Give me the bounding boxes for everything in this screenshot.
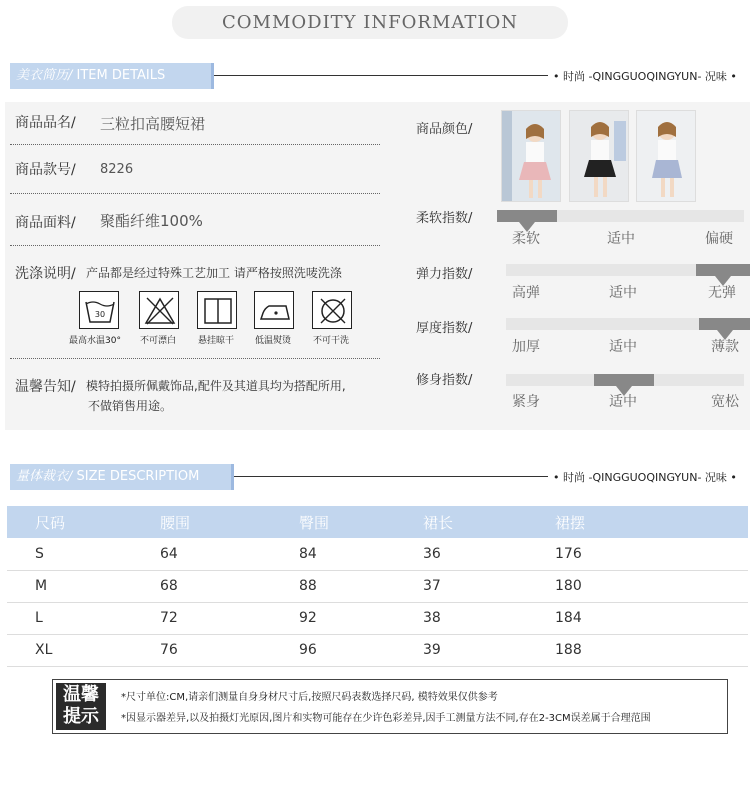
hem-cell: 180 (555, 570, 748, 602)
name-label: 商品品名/ (15, 115, 76, 131)
code-label: 商品款号/ (15, 162, 76, 178)
item-details-cn: 美衣简历/ (16, 68, 73, 83)
care-label: 悬挂晾干 (197, 336, 234, 346)
color-photo-blue (636, 110, 696, 202)
table-header-row (7, 506, 748, 538)
divider (10, 193, 380, 194)
fit-tick-mid: 适中 (609, 394, 637, 410)
length-cell: 38 (423, 602, 555, 634)
length-cell: 39 (423, 634, 555, 666)
size-cell: L (35, 602, 160, 634)
elasticity-tick-high: 无弹 (708, 285, 736, 301)
thickness-label: 厚度指数/ (416, 321, 473, 336)
size-cell: S (35, 538, 160, 570)
fabric-label: 商品面料/ (15, 215, 76, 231)
notice-title-line-2: 提示 (63, 706, 99, 727)
thickness-marker (699, 318, 750, 330)
thickness-tick-low: 加厚 (512, 339, 540, 355)
header-size: 尺码 (35, 506, 160, 538)
wash-30-icon (79, 291, 119, 329)
care-label: 不可漂白 (139, 336, 176, 346)
elasticity-tick-mid: 适中 (609, 285, 637, 301)
softness-marker (497, 210, 557, 222)
section-divider (214, 75, 548, 76)
tip-line-2: 不做销售用途。 (88, 399, 173, 413)
hip-cell: 92 (299, 602, 423, 634)
waist-cell: 76 (160, 634, 299, 666)
color-label: 商品颜色/ (416, 122, 473, 137)
divider (10, 245, 380, 246)
length-cell: 37 (423, 570, 555, 602)
size-cell: M (35, 570, 160, 602)
header-hem: 裙摆 (555, 506, 748, 538)
header-waist: 腰围 (160, 506, 299, 538)
softness-tick-mid: 适中 (607, 231, 635, 247)
section-divider (234, 476, 548, 477)
color-photo-pink (501, 110, 561, 202)
tip-label: 温馨告知/ (15, 379, 76, 395)
care-label: 最高水温30° (69, 336, 121, 346)
softness-label: 柔软指数/ (416, 211, 473, 226)
hem-cell: 184 (555, 602, 748, 634)
divider (10, 144, 380, 145)
elasticity-marker (696, 264, 750, 276)
low-iron-icon (254, 291, 294, 329)
notice-title (56, 683, 106, 730)
no-dry-clean-icon (312, 291, 352, 329)
wash-value: 产品都是经过特殊工艺加工 请严格按照洗唛洗涤 (86, 266, 342, 280)
hem-cell: 188 (555, 634, 748, 666)
thickness-tick-high: 薄款 (711, 339, 739, 355)
name-value: 三粒扣高腰短裙 (100, 115, 206, 133)
fit-label: 修身指数/ (416, 373, 473, 388)
hip-cell: 84 (299, 538, 423, 570)
care-label: 低温熨烫 (254, 336, 291, 346)
tip-line-1: 模特拍摄所佩戴饰品,配件及其道具均为搭配所用, (86, 379, 346, 393)
hip-cell: 88 (299, 570, 423, 602)
color-photo-black (569, 110, 629, 202)
table-row (7, 570, 748, 602)
item-details-en: ITEM DETAILS (72, 68, 166, 83)
table-row (7, 538, 748, 570)
wash-label: 洗涤说明/ (15, 266, 76, 282)
waist-cell: 68 (160, 570, 299, 602)
brand-tagline: • 时尚 -QINGGUOQINGYUN- 况味 • (553, 70, 737, 83)
no-bleach-icon (139, 291, 179, 329)
header-length: 裙长 (423, 506, 555, 538)
softness-tick-low: 柔软 (512, 231, 540, 247)
care-label: 不可干洗 (312, 336, 349, 346)
waist-cell: 64 (160, 538, 299, 570)
table-row (7, 602, 748, 634)
elasticity-tick-low: 高弹 (512, 285, 540, 301)
hip-cell: 96 (299, 634, 423, 666)
notice-box (52, 679, 728, 734)
notice-line-1: *尺寸单位:CM,请亲们测量自身身材尺寸后,按照尺码表数选择尺码, 模特效果仅供参考 (121, 692, 498, 703)
table-row (7, 634, 748, 666)
divider (10, 358, 380, 359)
notice-title-line-1: 温馨 (63, 684, 99, 705)
elasticity-label: 弹力指数/ (416, 267, 473, 282)
page-title: COMMODITY INFORMATION (172, 6, 568, 39)
hang-dry-icon (197, 291, 237, 329)
size-table (7, 506, 748, 667)
code-value: 8226 (100, 162, 134, 177)
item-details-tab (10, 63, 214, 89)
thickness-tick-mid: 适中 (609, 339, 637, 355)
length-cell: 36 (423, 538, 555, 570)
size-description-en: SIZE DESCRIPTIOM (72, 469, 200, 484)
svg-text:30: 30 (94, 310, 106, 319)
softness-tick-high: 偏硬 (705, 231, 733, 247)
fit-marker (594, 374, 654, 386)
fabric-value: 聚酯纤维100% (100, 212, 203, 230)
size-cell: XL (35, 634, 160, 666)
fit-tick-low: 紧身 (512, 394, 540, 410)
hem-cell: 176 (555, 538, 748, 570)
size-description-cn: 量体裁衣/ (16, 469, 73, 484)
waist-cell: 72 (160, 602, 299, 634)
notice-line-2: *因显示器差异,以及拍摄灯光原因,图片和实物可能存在少许色彩差异,因手工测量方法不同,存在2-3CM误差属于合理范围 (121, 713, 651, 724)
brand-tagline: • 时尚 -QINGGUOQINGYUN- 况味 • (553, 471, 737, 484)
fit-tick-high: 宽松 (711, 394, 739, 410)
size-description-tab (10, 464, 234, 490)
header-hip: 臀围 (299, 506, 423, 538)
